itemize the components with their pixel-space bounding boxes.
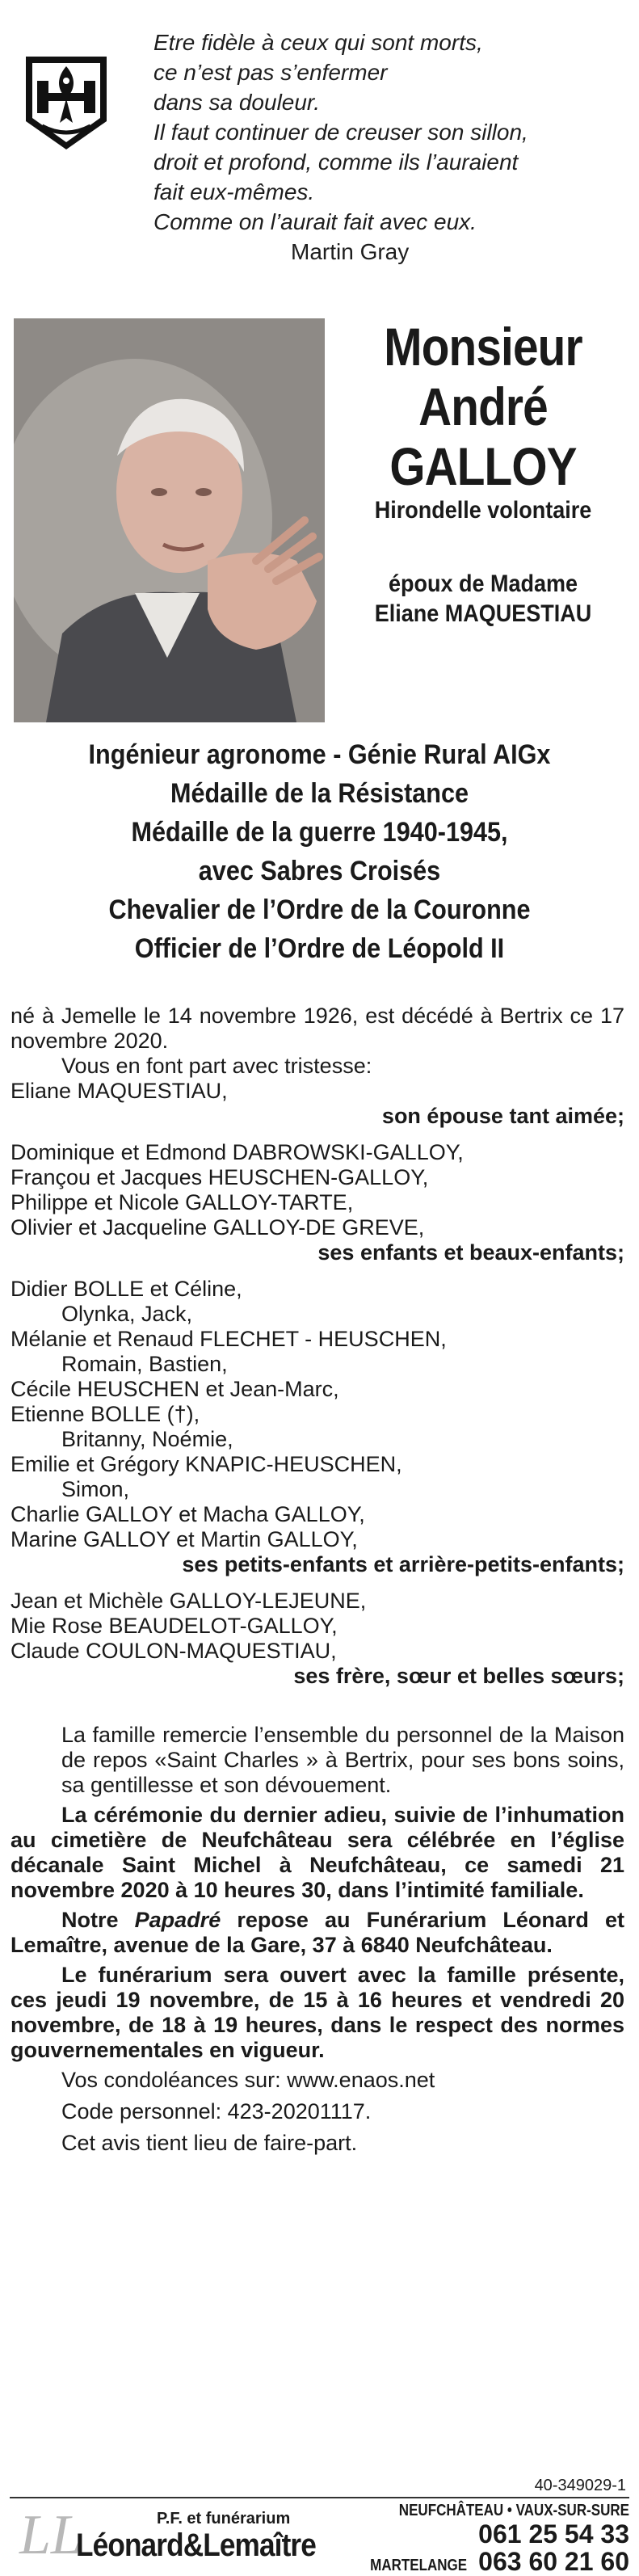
family-line: Simon,	[61, 1477, 130, 1501]
rest-suffix: repose au Funérarium Léonard et Lemaître, avenue de la Gare, 37 à 6840 Neufchâteau.	[11, 1908, 624, 1957]
honour-line: Médaille de la guerre 1940-1945,	[131, 817, 508, 848]
quote-line: Il faut continuer de creuser son sillon,	[153, 120, 528, 145]
family-line: Britanny, Noémie,	[61, 1427, 233, 1451]
quote-line: dans sa douleur.	[153, 90, 320, 115]
reference-number: 40-349029-1	[534, 2477, 626, 2494]
phone-secondary[interactable]: 063 60 21 60	[478, 2547, 629, 2576]
funeral-home-tagline: P.F. et funérarium	[157, 2510, 291, 2528]
family-line: Françou et Jacques HEUSCHEN-GALLOY,	[11, 1165, 429, 1189]
quote-line: Etre fidèle à ceux qui sont morts,	[153, 30, 483, 55]
monogram-icon: LL	[19, 2504, 82, 2566]
family-line: Marine GALLOY et Martin GALLOY,	[11, 1527, 358, 1551]
honour-line: Médaille de la Résistance	[170, 778, 469, 809]
scout-emblem-icon	[18, 48, 115, 154]
notice-text: Cet avis tient lieu de faire-part.	[61, 2131, 358, 2155]
obituary-body	[11, 1004, 624, 2156]
family-relation-label: ses enfants et beaux-enfants;	[317, 1240, 624, 1265]
portrait-photo	[14, 318, 325, 722]
honour-line: Ingénieur agronome - Génie Rural AIGx	[88, 739, 551, 770]
family-line: Didier BOLLE et Céline,	[11, 1277, 242, 1301]
honours-list	[0, 735, 639, 968]
role-title: Hirondelle volontaire	[374, 497, 592, 524]
ceremony-paragraph: La cérémonie du dernier adieu, suivie de l’inhumation au cimetière de Neufchâteau sera célébrée en l’église décanale Saint Michel à Neufchâteau, ce samedi 21 novembre 2020 à 10 heures 30, dans l’intimité familiale.	[11, 1803, 624, 1902]
visits-paragraph: Le funérarium sera ouvert avec la famille présente, ces jeudi 19 novembre, de 15 à 16 heures et vendredi 20 novembre, de 18 à 19 heures, dans le respect des normes gouvernementales en vigueur.	[11, 1963, 624, 2062]
family-line: Philippe et Nicole GALLOY-TARTE,	[11, 1190, 354, 1214]
funeral-home-footer	[10, 2497, 629, 2576]
rest-paragraph	[11, 1908, 624, 1958]
birth-death-text: né à Jemelle le 14 novembre 1926, est décédé à Bertrix ce 17 novembre 2020.	[11, 1004, 624, 1053]
family-line: Dominique et Edmond DABROWSKI-GALLOY,	[11, 1140, 464, 1164]
epitaph-quote	[153, 27, 630, 267]
family-line: Olivier et Jacqueline GALLOY-DE GREVE,	[11, 1215, 425, 1240]
funeral-home-logo	[16, 2504, 355, 2566]
family-line: Etienne BOLLE (†),	[11, 1402, 200, 1426]
funeral-home-name: Léonard&Lemaître	[76, 2528, 316, 2563]
honour-line: avec Sabres Croisés	[198, 856, 441, 886]
quote-line: droit et profond, comme ils l’auraient	[153, 149, 519, 175]
last-name: GALLOY	[389, 436, 577, 496]
family-line: Jean et Michèle GALLOY-LEJEUNE,	[11, 1589, 367, 1613]
personal-code: Code personnel: 423-20201117.	[61, 2099, 372, 2124]
thanks-text: La famille remercie l’ensemble du personnel de la Maison de repos «Saint Charles » à Bertrix, pour ses bons soins, sa gentillesse et son dévouement.	[61, 1723, 624, 1797]
family-line: Cécile HEUSCHEN et Jean-Marc,	[11, 1377, 339, 1401]
location-secondary: MARTELANGE	[369, 2557, 467, 2574]
honour-line: Officier de l’Ordre de Léopold II	[134, 933, 505, 964]
contact-block	[347, 2502, 629, 2575]
quote-author: Martin Gray	[291, 239, 410, 264]
spouse-name: Eliane MAQUESTIAU	[374, 600, 592, 627]
family-relation-label: ses frère, sœur et belles sœurs;	[293, 1664, 624, 1688]
condolences-link[interactable]: Vos condoléances sur: www.enaos.net	[61, 2068, 435, 2092]
family-relation-label: ses petits-enfants et arrière-petits-enfants;	[182, 1552, 624, 1576]
phone-primary[interactable]: 061 25 54 33	[478, 2519, 629, 2549]
spouse-line: époux de Madame	[388, 570, 578, 597]
family-relation-label: son épouse tant aimée;	[381, 1104, 624, 1128]
family-line: Mélanie et Renaud FLECHET - HEUSCHEN,	[11, 1327, 447, 1351]
quote-line: Comme on l’aurait fait avec eux.	[153, 209, 477, 234]
family-line: Claude COULON-MAQUESTIAU,	[11, 1639, 337, 1663]
family-line: Eliane MAQUESTIAU,	[11, 1079, 228, 1103]
family-line: Mie Rose BEAUDELOT-GALLOY,	[11, 1614, 338, 1638]
quote-line: fait eux-mêmes.	[153, 179, 315, 204]
location-primary: NEUFCHÂTEAU • VAUX-SUR-SURE	[398, 2502, 629, 2519]
portrait-silhouette-icon	[14, 318, 325, 722]
family-line: Charlie GALLOY et Macha GALLOY,	[11, 1502, 365, 1526]
first-name: André	[418, 377, 548, 436]
honorific: Monsieur	[384, 317, 582, 377]
family-line: Olynka, Jack,	[61, 1302, 193, 1326]
announcement-text: Vous en font part avec tristesse:	[61, 1054, 372, 1078]
family-line: Emilie et Grégory KNAPIC-HEUSCHEN,	[11, 1452, 402, 1476]
quote-line: ce n’est pas s’enfermer	[153, 60, 388, 85]
thanks-paragraph	[11, 1723, 624, 1798]
rest-nickname: Papadré	[134, 1908, 221, 1932]
rest-prefix: Notre	[61, 1908, 135, 1932]
honour-line: Chevalier de l’Ordre de la Couronne	[108, 894, 531, 925]
grandchildren-list	[11, 1277, 624, 1552]
family-line: Romain, Bastien,	[61, 1352, 228, 1376]
deceased-name-block	[333, 317, 633, 629]
